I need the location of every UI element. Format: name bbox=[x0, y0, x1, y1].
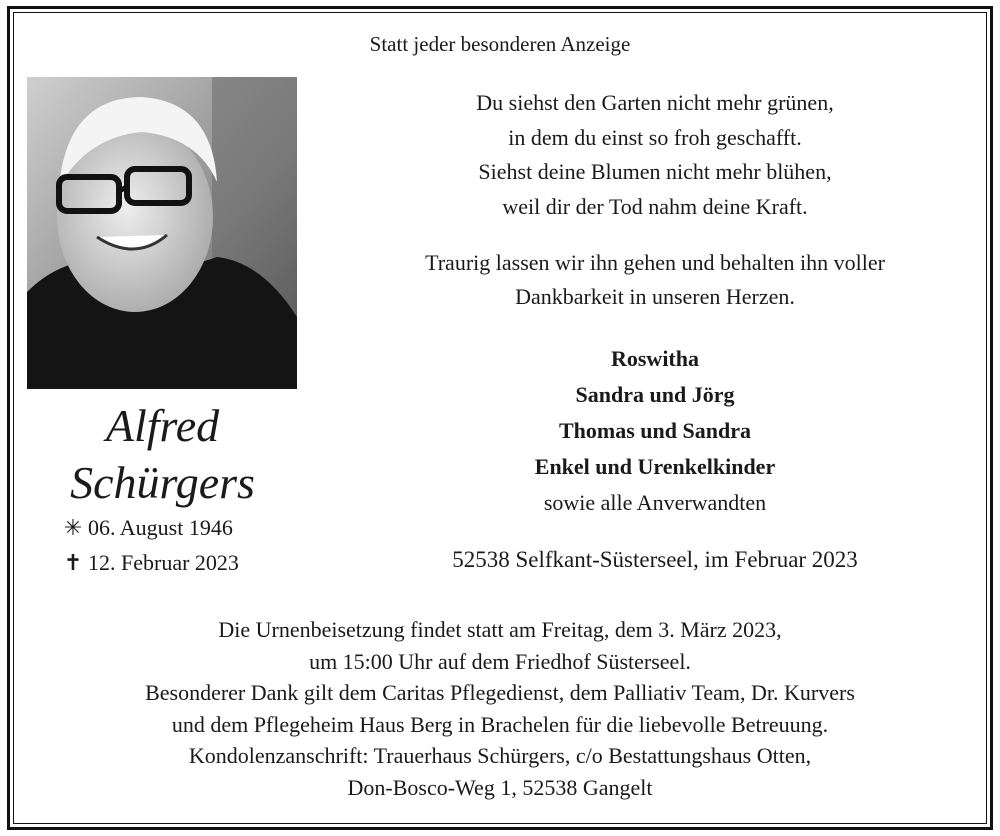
poem-line: in dem du einst so froh geschafft. bbox=[508, 124, 802, 150]
footer-line: Don-Bosco-Weg 1, 52538 Gangelt bbox=[347, 774, 653, 800]
footer-line: Besonderer Dank gilt dem Caritas Pflegedienst, dem Palliativ Team, Dr. Kurvers bbox=[145, 680, 855, 705]
poem-line: weil dir der Tod nahm deine Kraft. bbox=[502, 193, 808, 219]
death-line bbox=[62, 547, 239, 579]
mourner-name: Thomas und Sandra bbox=[559, 418, 751, 443]
mourners-list bbox=[350, 341, 960, 521]
condolence-line: Traurig lassen wir ihn gehen und behalten ihn voller bbox=[425, 250, 885, 275]
deceased-last-name: Schürgers bbox=[70, 457, 255, 508]
condolence-line: Dankbarkeit in unseren Herzen. bbox=[515, 284, 795, 309]
poem-line: Siehst deine Blumen nicht mehr blühen, bbox=[478, 159, 832, 184]
birth-line bbox=[62, 512, 233, 544]
mourners-extra: sowie alle Anverwandten bbox=[543, 490, 767, 515]
birth-star-icon: ✳ bbox=[63, 515, 83, 540]
death-date: 12. Februar 2023 bbox=[88, 550, 239, 575]
mourner-name: Sandra und Jörg bbox=[575, 382, 735, 407]
birth-date: 06. August 1946 bbox=[88, 515, 233, 540]
place-and-date: 52538 Selfkant-Süsterseel, im Februar 2023 bbox=[452, 547, 858, 572]
mourner-name: Enkel und Urenkelkinder bbox=[534, 454, 776, 479]
footer-line: und dem Pflegeheim Haus Berg in Brachelen für die liebevolle Betreuung. bbox=[171, 711, 829, 737]
portrait-photo bbox=[27, 77, 297, 389]
death-cross-icon: ✝ bbox=[63, 550, 83, 575]
poem bbox=[350, 86, 960, 224]
notice-heading: Statt jeder besonderen Anzeige bbox=[369, 32, 631, 56]
condolence-text bbox=[350, 246, 960, 314]
deceased-first-name: Alfred bbox=[105, 400, 220, 451]
mourner-name: Roswitha bbox=[610, 346, 699, 371]
poem-line: Du siehst den Garten nicht mehr grünen, bbox=[476, 90, 834, 115]
funeral-info bbox=[40, 614, 960, 803]
footer-line: Kondolenzanschrift: Trauerhaus Schürgers, c/o Bestattungshaus Otten, bbox=[188, 743, 812, 768]
footer-line: Die Urnenbeisetzung findet statt am Freitag, dem 3. März 2023, bbox=[218, 617, 782, 642]
footer-line: um 15:00 Uhr auf dem Friedhof Süsterseel. bbox=[309, 648, 691, 674]
